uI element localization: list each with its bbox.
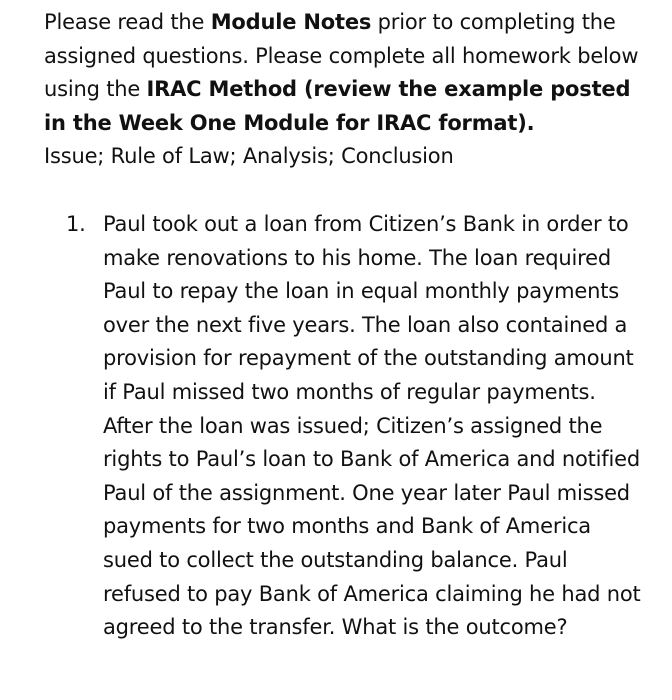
instructions-text-2: prior to completing the assigned questions. Please complete all homework below using the — [44, 10, 639, 102]
instructions-paragraph — [44, 6, 644, 174]
irac-components-text: Issue; Rule of Law; Analysis; Conclusion — [44, 144, 454, 169]
module-notes-bold: Module Notes — [210, 10, 372, 34]
instructions-text-1: Please read the — [44, 10, 211, 34]
irac-method-bold: IRAC Method (review the example posted in the Week One Module for IRAC format). — [44, 77, 631, 135]
question-text: Paul took out a loan from Citizen’s Bank in order to make renovations to his home. The loan required Paul to repay the loan in equal monthly payments over the next five years. The loan also contained a provision for repayment of the outstanding amount if Paul missed two months of regular payments. After the loan was issued; Citizen’s assigned the rights to Paul’s loan to Bank of America and notified Paul of the assignment. One year later Paul missed payments for two months and Bank of America sued to collect the outstanding balance. Paul refused to pay Bank of America claiming he had not agreed to the transfer. What is the outcome? — [103, 212, 641, 640]
question-number: 1. — [66, 212, 86, 236]
